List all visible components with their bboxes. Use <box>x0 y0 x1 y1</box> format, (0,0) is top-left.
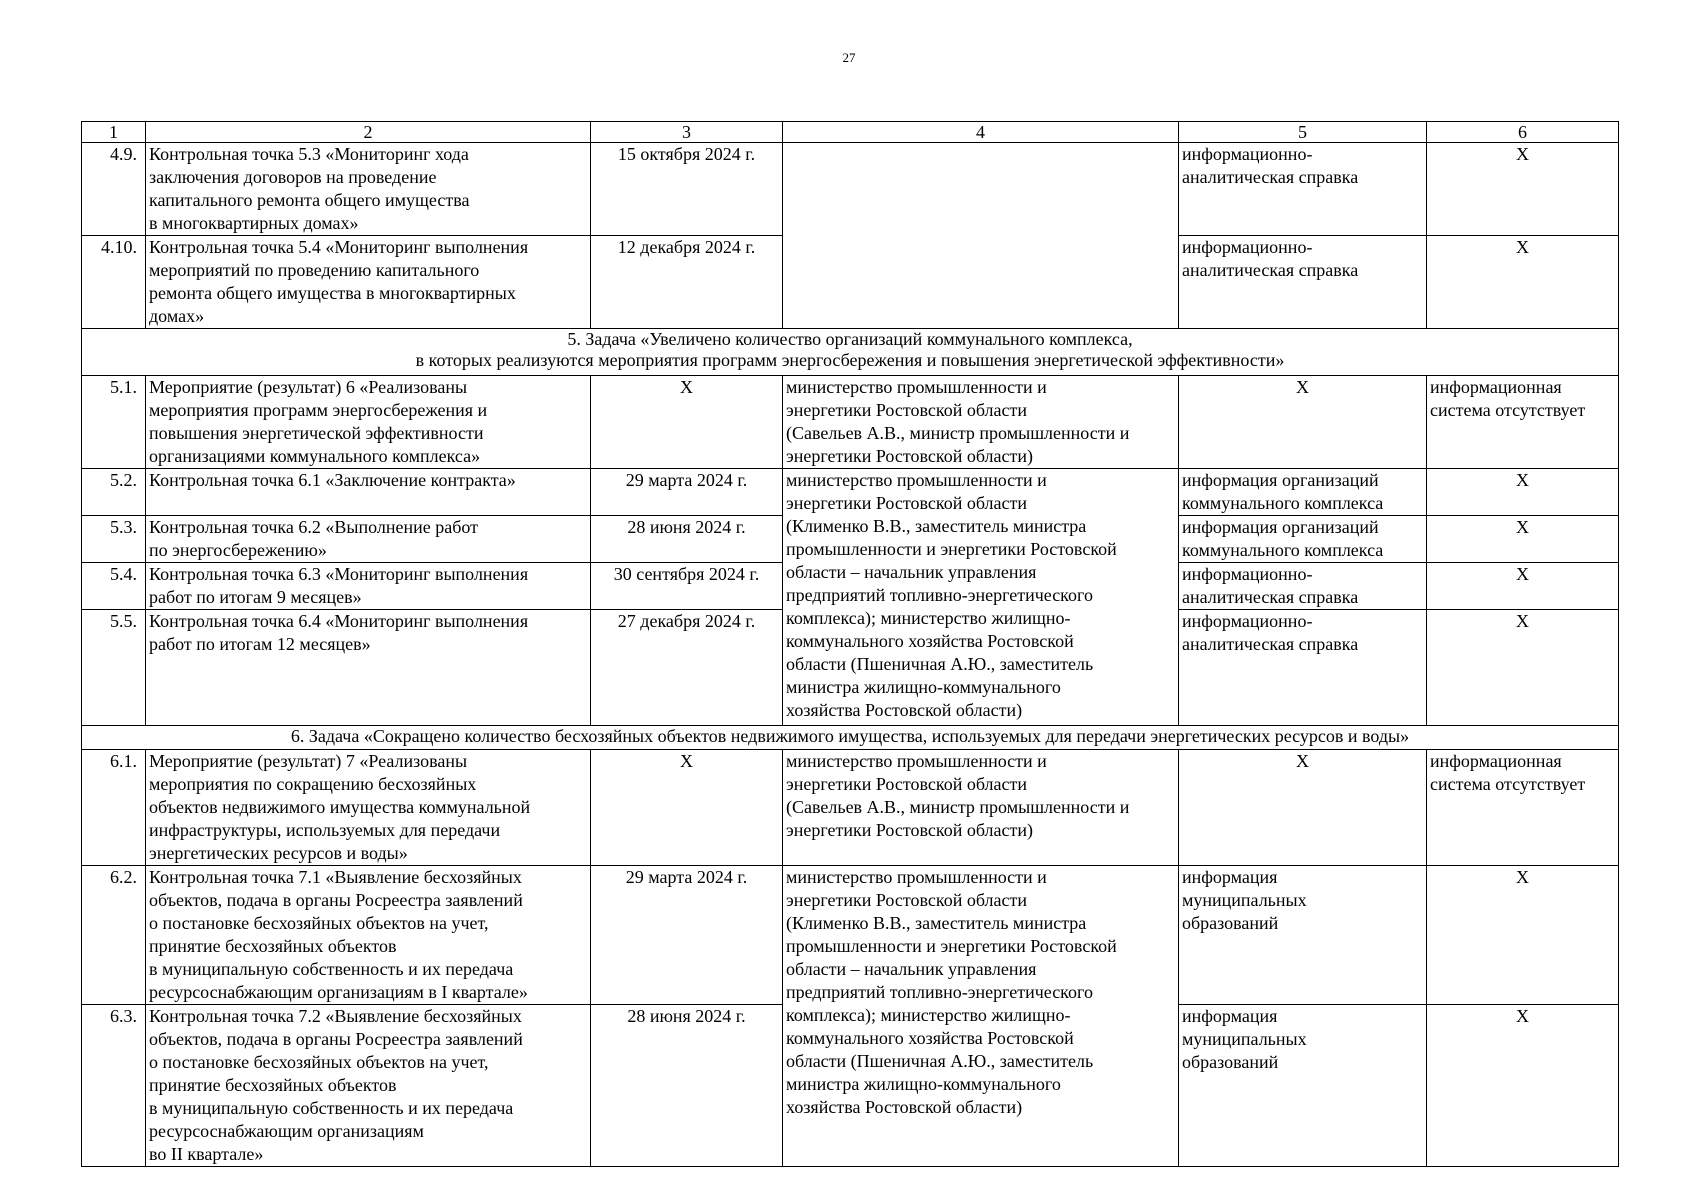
row-number: 4.10. <box>82 236 146 329</box>
row-number: 6.3. <box>82 1005 146 1167</box>
column-header: 4 <box>783 122 1179 143</box>
section-title: 5. Задача «Увеличено количество организаций коммунального комплекса, в которых реализуются мероприятия программ энергосбережения и повышения энергетической эффективности» <box>82 329 1619 376</box>
row-document: X <box>1179 750 1427 866</box>
row-name: Контрольная точка 7.2 «Выявление бесхозяйных объектов, подача в органы Росреестра заявлений о постановке бесхозяйных объектов на учет, принятие бесхозяйных объектов в муниципальную собственность и их передача ресурсоснабжающим организациям во II квартале» <box>146 1005 591 1167</box>
row-name: Контрольная точка 5.4 «Мониторинг выполнения мероприятий по проведению капитального ремонта общего имущества в многоквартирных домах» <box>146 236 591 329</box>
column-header: 3 <box>591 122 783 143</box>
row-responsible-empty <box>783 143 1179 329</box>
row-system: X <box>1427 610 1619 726</box>
row-system: X <box>1427 236 1619 329</box>
row-number: 6.1. <box>82 750 146 866</box>
row-document: информационно- аналитическая справка <box>1179 563 1427 610</box>
row-system: информационная система отсутствует <box>1427 376 1619 469</box>
row-system: X <box>1427 469 1619 516</box>
row-responsible: министерство промышленности и энергетики Ростовской области (Клименко В.В., заместитель министра промышленности и энергетики Ростовской области – начальник управления предприятий топливно-энергетического комплекса); министерство жилищно- коммунального хозяйства Ростовской области (Пшеничная А.Ю., заместитель министра жилищно-коммунального хозяйства Ростовской области) <box>783 469 1179 726</box>
section-row <box>82 329 1619 376</box>
column-header: 2 <box>146 122 591 143</box>
row-date: 28 июня 2024 г. <box>591 1005 783 1167</box>
row-name: Мероприятие (результат) 6 «Реализованы мероприятия программ энергосбережения и повышения энергетической эффективности организациями коммунального комплекса» <box>146 376 591 469</box>
page-number: 27 <box>842 50 856 65</box>
table-row <box>82 376 1619 469</box>
row-name: Контрольная точка 6.1 «Заключение контракта» <box>146 469 591 516</box>
row-date: 27 декабря 2024 г. <box>591 610 783 726</box>
row-system: X <box>1427 1005 1619 1167</box>
row-number: 5.3. <box>82 516 146 563</box>
row-date: 15 октября 2024 г. <box>591 143 783 236</box>
row-date: 28 июня 2024 г. <box>591 516 783 563</box>
row-date: 29 марта 2024 г. <box>591 866 783 1005</box>
row-number: 5.1. <box>82 376 146 469</box>
row-date: 30 сентября 2024 г. <box>591 563 783 610</box>
row-name: Контрольная точка 5.3 «Мониторинг хода заключения договоров на проведение капитального ремонта общего имущества в многоквартирных домах» <box>146 143 591 236</box>
plan-table <box>81 121 1619 1167</box>
row-name: Контрольная точка 7.1 «Выявление бесхозяйных объектов, подача в органы Росреестра заявлений о постановке бесхозяйных объектов на учет, принятие бесхозяйных объектов в муниципальную собственность и их передача ресурсоснабжающим организациям в I квартале» <box>146 866 591 1005</box>
row-document: информация организаций коммунального комплекса <box>1179 516 1427 563</box>
column-header: 1 <box>82 122 146 143</box>
row-number: 5.4. <box>82 563 146 610</box>
column-header: 6 <box>1427 122 1619 143</box>
row-system: информационная система отсутствует <box>1427 750 1619 866</box>
row-responsible: министерство промышленности и энергетики Ростовской области (Клименко В.В., заместитель министра промышленности и энергетики Ростовской области – начальник управления предприятий топливно-энергетического комплекса); министерство жилищно- коммунального хозяйства Ростовской области (Пшеничная А.Ю., заместитель министра жилищно-коммунального хозяйства Ростовской области) <box>783 866 1179 1167</box>
row-date: X <box>591 750 783 866</box>
table-row <box>82 469 1619 516</box>
row-document: информационно- аналитическая справка <box>1179 610 1427 726</box>
column-header: 5 <box>1179 122 1427 143</box>
table-row <box>82 866 1619 1005</box>
table-row <box>82 143 1619 236</box>
row-responsible: министерство промышленности и энергетики Ростовской области (Савельев А.В., министр промышленности и энергетики Ростовской области) <box>783 750 1179 866</box>
row-number: 5.2. <box>82 469 146 516</box>
row-date: X <box>591 376 783 469</box>
row-document: информация организаций коммунального комплекса <box>1179 469 1427 516</box>
row-system: X <box>1427 516 1619 563</box>
row-name: Контрольная точка 6.4 «Мониторинг выполнения работ по итогам 12 месяцев» <box>146 610 591 726</box>
section-title: 6. Задача «Сокращено количество бесхозяйных объектов недвижимого имущества, используемых для передачи энергетических ресурсов и воды» <box>82 726 1619 750</box>
row-document: X <box>1179 376 1427 469</box>
row-number: 6.2. <box>82 866 146 1005</box>
row-number: 5.5. <box>82 610 146 726</box>
row-system: X <box>1427 563 1619 610</box>
row-document: информационно- аналитическая справка <box>1179 236 1427 329</box>
row-document: информационно- аналитическая справка <box>1179 143 1427 236</box>
row-date: 12 декабря 2024 г. <box>591 236 783 329</box>
row-system: X <box>1427 866 1619 1005</box>
row-number: 4.9. <box>82 143 146 236</box>
row-responsible: министерство промышленности и энергетики Ростовской области (Савельев А.В., министр промышленности и энергетики Ростовской области) <box>783 376 1179 469</box>
section-row <box>82 726 1619 750</box>
row-name: Мероприятие (результат) 7 «Реализованы мероприятия по сокращению бесхозяйных объектов недвижимого имущества коммунальной инфраструктуры, используемых для передачи энергетических ресурсов и воды» <box>146 750 591 866</box>
row-name: Контрольная точка 6.2 «Выполнение работ по энергосбережению» <box>146 516 591 563</box>
row-document: информация муниципальных образований <box>1179 1005 1427 1167</box>
table-header-row <box>82 122 1619 143</box>
row-system: X <box>1427 143 1619 236</box>
table-row <box>82 750 1619 866</box>
row-name: Контрольная точка 6.3 «Мониторинг выполнения работ по итогам 9 месяцев» <box>146 563 591 610</box>
row-date: 29 марта 2024 г. <box>591 469 783 516</box>
row-document: информация муниципальных образований <box>1179 866 1427 1005</box>
